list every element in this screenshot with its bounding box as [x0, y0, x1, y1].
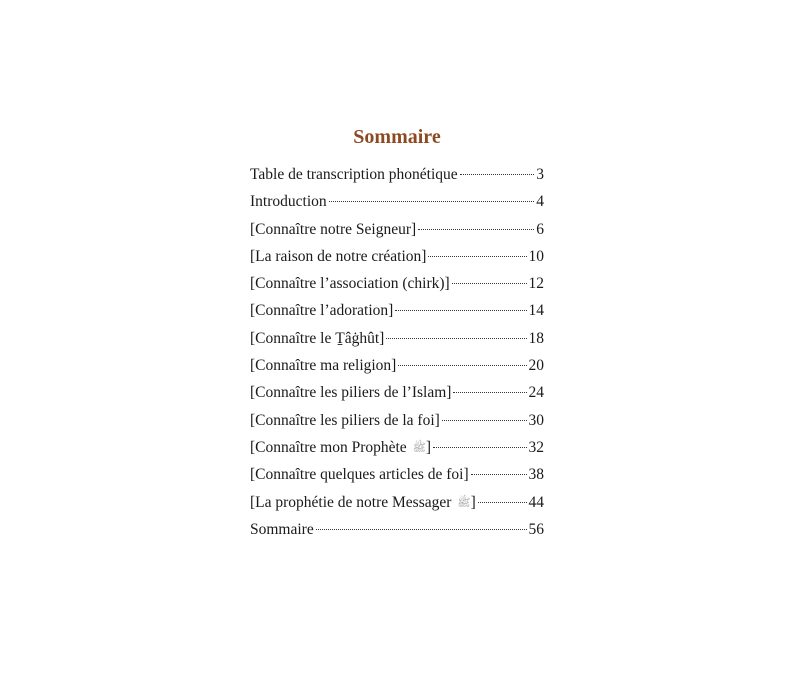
toc-entry	[250, 161, 544, 188]
toc-page-number: 6	[536, 220, 544, 238]
toc-entry-label: [La raison de notre création]	[250, 247, 427, 265]
dot-leader	[433, 447, 526, 448]
salutation-icon: ﷺ	[457, 496, 471, 509]
toc-entry	[250, 407, 544, 434]
dot-leader	[398, 365, 526, 366]
toc-page-number: 10	[528, 247, 544, 265]
toc-entry	[250, 243, 544, 270]
toc-entry-label: [Connaître le Ṯâġhût]	[250, 329, 385, 347]
toc-entry-label	[250, 489, 476, 517]
toc-entry	[250, 461, 544, 488]
dot-leader	[452, 283, 527, 284]
toc-page-number: 4	[536, 193, 544, 211]
dot-leader	[453, 392, 526, 393]
dot-leader	[418, 229, 534, 230]
toc-entry	[250, 216, 544, 243]
toc-entry-label: Introduction	[250, 193, 327, 211]
toc-page-number: 32	[528, 438, 544, 456]
toc-page-number: 38	[528, 466, 544, 484]
toc-entry-label-text: [La prophétie de notre Messager	[250, 493, 452, 511]
toc-entry	[250, 379, 544, 406]
toc-entry-label-text: [Connaître mon Prophète	[250, 438, 407, 456]
toc-entry-label: [Connaître l’association (chirk)]	[250, 275, 450, 293]
dot-leader	[460, 174, 535, 175]
toc-entry	[250, 270, 544, 297]
toc-entry	[250, 188, 544, 215]
toc-entry-label: [Connaître les piliers de la foi]	[250, 411, 440, 429]
toc-entry	[250, 297, 544, 324]
toc-entry	[250, 434, 544, 461]
toc-page-number: 3	[536, 166, 544, 183]
toc-entry-label	[250, 434, 431, 462]
toc-page-number: 14	[528, 302, 544, 320]
toc-entry-label-suffix: ]	[425, 438, 432, 456]
toc-entry-label-suffix: ]	[470, 493, 476, 511]
toc-entry	[250, 352, 544, 379]
toc-entry-label: [Connaître les piliers de l’Islam]	[250, 384, 452, 402]
dot-leader	[471, 474, 527, 475]
salutation-icon: ﷺ	[412, 441, 426, 454]
dot-leader	[478, 502, 527, 503]
toc-entry	[250, 325, 544, 352]
dot-leader	[442, 420, 527, 421]
toc-page-number: 18	[528, 329, 544, 347]
toc-page-number: 24	[528, 384, 544, 402]
toc-page-number: 44	[528, 493, 544, 511]
table-of-contents	[250, 161, 544, 543]
dot-leader	[329, 201, 535, 202]
dot-leader	[386, 338, 526, 339]
dot-leader	[428, 256, 526, 257]
dot-leader	[395, 310, 526, 311]
toc-page-number: 30	[528, 411, 544, 429]
toc-entry	[250, 516, 544, 543]
toc-page-number: 12	[528, 275, 544, 293]
toc-entry-label: [Connaître quelques articles de foi]	[250, 466, 469, 484]
page-title: Sommaire	[353, 126, 441, 148]
toc-entry-label: Table de transcription phonétique	[250, 166, 458, 183]
toc-entry-label: [Connaître l’adoration]	[250, 302, 394, 320]
toc-entry-label: Sommaire	[250, 520, 314, 538]
toc-entry-label: [Connaître notre Seigneur]	[250, 220, 417, 238]
toc-entry	[250, 489, 544, 516]
dot-leader	[316, 529, 527, 530]
toc-page-number: 20	[528, 357, 544, 375]
toc-entry-label: [Connaître ma religion]	[250, 357, 397, 375]
toc-page-number: 56	[528, 520, 544, 538]
